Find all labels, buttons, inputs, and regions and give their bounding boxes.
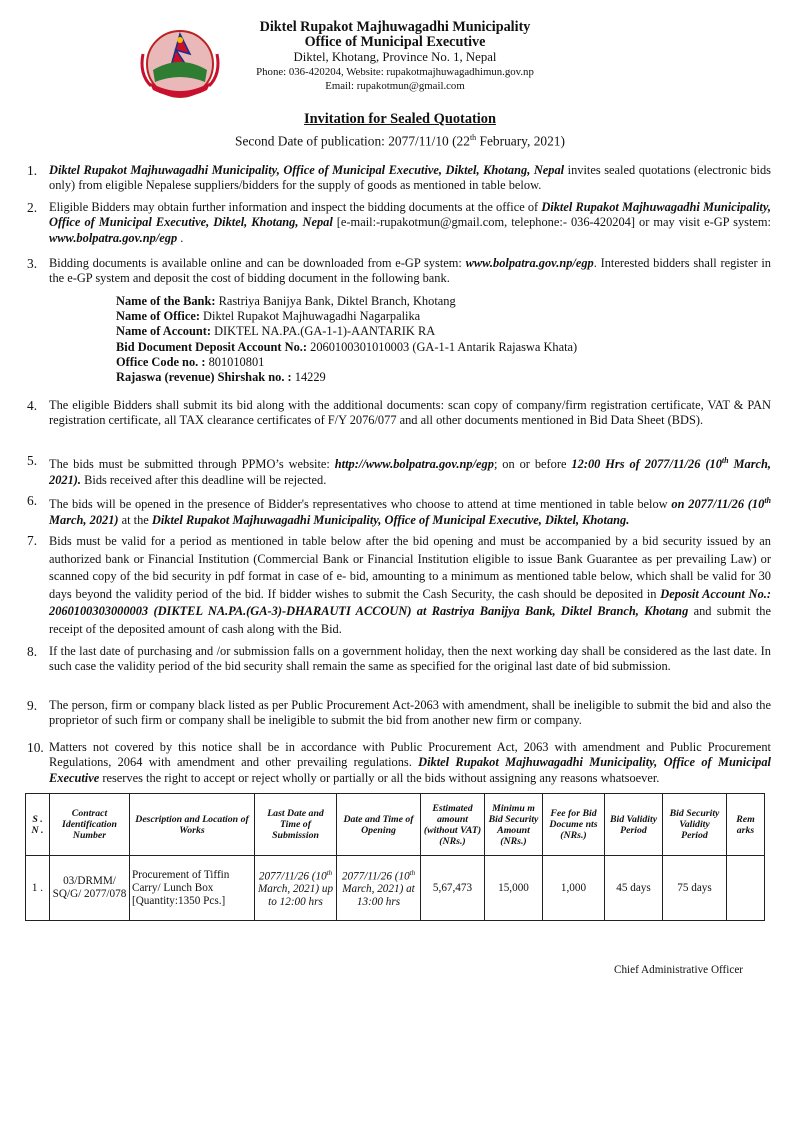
cell-estimated-amount: 5,67,473 bbox=[421, 856, 485, 921]
item-text: The person, firm or company black listed as per Public Procurement Act-2063 with amendment, shall be ineligible to submit the bid and also the proprietor of such firm or company shall be ineligible to submit the bid from another new firm or company. bbox=[49, 698, 771, 728]
publication-date: Second Date of publication: 2077/11/10 (22th February, 2021) bbox=[235, 133, 565, 149]
cell-contract-id: 03/DRMM/ SQ/G/ 2077/078 bbox=[50, 856, 130, 921]
quotation-table bbox=[25, 793, 765, 921]
item-number: 5. bbox=[27, 453, 38, 468]
col-contract-id: Contract Identification Number bbox=[50, 794, 130, 856]
item-number: 6. bbox=[27, 493, 38, 508]
item-text: Eligible Bidders may obtain further information and inspect the bidding documents at the office of Diktel Rupakot Majhuwagadhi Municipality, Office of Municipal Executive, Diktel, Khotang, Nepal [e-mail:-rupakotmun@gmail.com, telephone:- 036-420204] or may visit e-GP system: www.bolpatra.gov.np/egp . bbox=[49, 200, 771, 245]
office-name: Office of Municipal Executive bbox=[304, 34, 486, 50]
item-text: Bidding documents is available online and can be downloaded from e-GP system: www.bolpatra.gov.np/egp. Interested bidders shall register in the e-GP system and deposit the cost of bidding document in the following bank. bbox=[49, 256, 771, 286]
cell-remarks bbox=[727, 856, 765, 921]
cell-security-validity: 75 days bbox=[663, 856, 727, 921]
signatory-title: Chief Administrative Officer bbox=[614, 964, 744, 976]
bank-name-row: Name of the Bank: Rastriya Banijya Bank, Diktel Branch, Khotang bbox=[116, 294, 456, 308]
office-code-row: Office Code no. : 801010801 bbox=[116, 354, 265, 369]
col-sn: S . N . bbox=[26, 794, 50, 856]
col-bid-validity: Bid Validity Period bbox=[605, 794, 663, 856]
col-fee: Fee for Bid Docume nts (NRs.) bbox=[543, 794, 605, 856]
item-text: The bids must be submitted through PPMO’s website: http://www.bolpatra.gov.np/egp; on or before 12:00 Hrs of 2077/11/26 (10th March, 2021). Bids received after this deadline will be rejected. bbox=[49, 456, 772, 487]
item-text: If the last date of purchasing and /or submission falls on a government holiday, then the next working day shall be considered as the last date. In such case the validity period of the bid security shall remain the same as specified for the original last date of bid submission. bbox=[49, 644, 771, 674]
col-last-date: Last Date and Time of Submission bbox=[255, 794, 337, 856]
contact-phone-website: Phone: 036-420204, Website: rupakotmajhuwagadhimun.gov.np bbox=[256, 66, 534, 78]
office-name-row: Name of Office: Diktel Rupakot Majhuwagadhi Nagarpalika bbox=[116, 309, 421, 324]
deposit-account-row: Bid Document Deposit Account No.: 2060100301010003 (GA-1-1 Antarik Rajaswa Khata) bbox=[116, 339, 578, 354]
municipality-name: Diktel Rupakot Majhuwagadhi Municipality bbox=[259, 19, 531, 35]
rajaswa-row: Rajaswa (revenue) Shirshak no. : 14229 bbox=[116, 370, 326, 385]
letterhead bbox=[230, 20, 560, 93]
item-number: 10. bbox=[27, 740, 44, 755]
item-number: 2. bbox=[27, 200, 38, 215]
item-text: Diktel Rupakot Majhuwagadhi Municipality, Office of Municipal Executive, Diktel, Khotang, Nepal invites sealed quotations (electronic bids only) from eligible Nepalese suppliers/bidders for the supply of goods as mentioned in table below. bbox=[49, 163, 771, 193]
notice-title: Invitation for Sealed Quotation bbox=[303, 111, 497, 127]
item-number: 8. bbox=[27, 644, 38, 659]
cell-sn: 1 . bbox=[26, 856, 50, 921]
cell-opening-date: 2077/11/26 (10th March, 2021) at 13:00 hrs bbox=[337, 856, 421, 921]
cell-bid-security: 15,000 bbox=[485, 856, 543, 921]
contact-email: Email: rupakotmun@gmail.com bbox=[325, 80, 465, 92]
office-address: Diktel, Khotang, Province No. 1, Nepal bbox=[293, 50, 497, 64]
col-opening-date: Date and Time of Opening bbox=[337, 794, 421, 856]
col-description: Description and Location of Works bbox=[130, 794, 255, 856]
item-text: The bids will be opened in the presence of Bidder's representatives who choose to attend at time mentioned in table below on 2077/11/26 (10th March, 2021) at the Diktel Rupakot Majhuwagadhi Municipality, Office of Municipal Executive, Diktel, Khotang. bbox=[49, 496, 771, 527]
item-number: 3. bbox=[27, 256, 38, 271]
item-text: The eligible Bidders shall submit its bid along with the additional documents: scan copy of company/firm registration certificate, VAT & PAN registration certificate, all TAX clearance certificates of F/Y 2076/077 and all other documents mentioned in Bid Data Sheet (BDS). bbox=[49, 398, 771, 428]
cell-bid-validity: 45 days bbox=[605, 856, 663, 921]
col-estimated-amount: Estimated amount (without VAT) (NRs.) bbox=[421, 794, 485, 856]
cell-last-date: 2077/11/26 (10th March, 2021) up to 12:00 hrs bbox=[255, 856, 337, 921]
account-name-row: Name of Account: DIKTEL NA.PA.(GA-1-1)-AANTARIK RA bbox=[116, 324, 436, 339]
table-header-row bbox=[26, 794, 765, 856]
bank-details bbox=[116, 294, 716, 385]
col-bid-security: Minimu m Bid Security Amount (NRs.) bbox=[485, 794, 543, 856]
col-remarks: Rem arks bbox=[727, 794, 765, 856]
nepal-emblem-logo bbox=[133, 24, 227, 100]
item-number: 4. bbox=[27, 398, 38, 413]
cell-description: Procurement of Tiffin Carry/ Lunch Box [Quantity:1350 Pcs.] bbox=[130, 856, 255, 921]
item-text: Bids must be valid for a period as mentioned in table below after the bid opening and must be accompanied by a bid security issued by an authorized bank or Financial Institution (Commercial Bank or Financial Institution eligible to issue Bank Guarantee as per prevailing Law) or scanned copy of the bid security in pdf format in case of e- bid, amounting to a minimum as mentioned table below, which shall be valid for 30 days beyond the validity period of the bid. If bidder wishes to submit the Cash Security, the cash should be deposited in Deposit Account No.: 2060100303000003 (DIKTEL NA.PA.(GA-3)-DHARAUTI ACCOUN) at Rastriya Banijya Bank, Diktel Branch, Khotang and submit the receipt of the deposited amount of cash along with the Bid. bbox=[49, 534, 772, 636]
item-number: 9. bbox=[27, 698, 38, 713]
table-row bbox=[26, 856, 765, 921]
cell-fee: 1,000 bbox=[543, 856, 605, 921]
col-security-validity: Bid Security Validity Period bbox=[663, 794, 727, 856]
item-text: Matters not covered by this notice shall be in accordance with Public Procurement Act, 2063 with amendment and Public Procurement Regulations, 2064 with amendment and other prevailing regulations. Diktel Rupakot Majhuwagadhi Municipality, Office of Municipal Executive reserves the right to accept or reject wholly or partially or all the bids without assigning any reasons whatsoever. bbox=[49, 740, 771, 785]
item-number: 7. bbox=[27, 533, 38, 548]
item-number: 1. bbox=[27, 163, 38, 178]
